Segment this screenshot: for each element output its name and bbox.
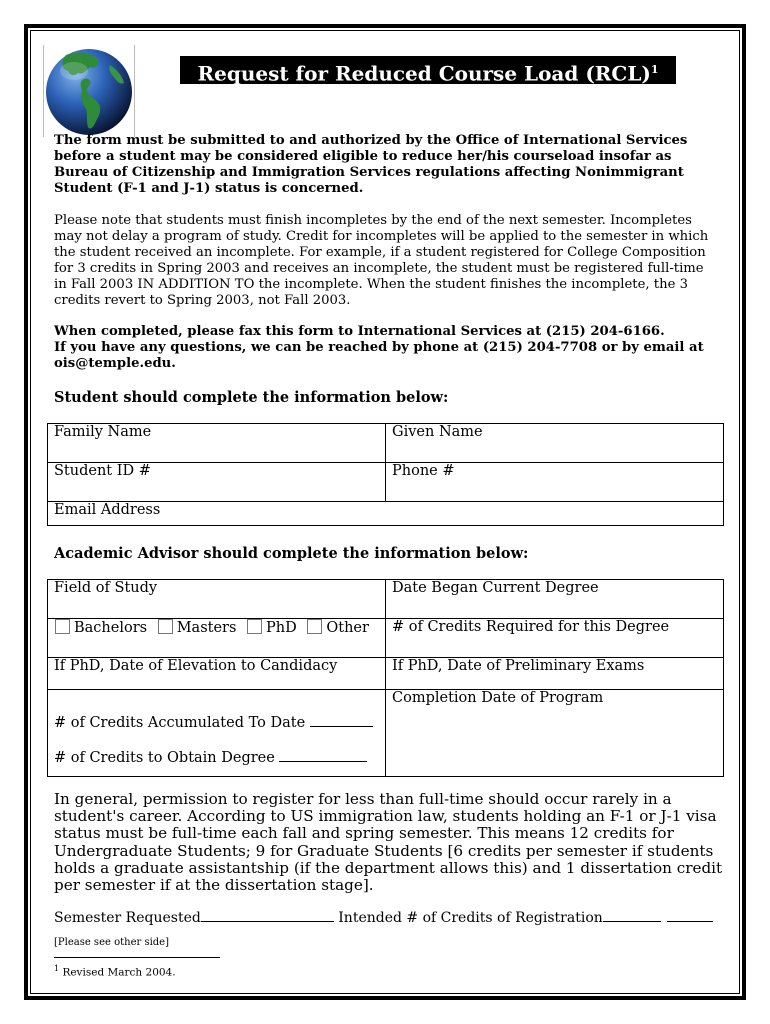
semester-row [54, 910, 713, 926]
intended-credits-label: Intended # of Credits of Registration [338, 910, 603, 926]
footnote-text: Revised March 2004. [62, 966, 176, 979]
title-footnote-mark: 1 [650, 63, 659, 76]
student-info-table [47, 423, 724, 526]
fax-line: When completed, please fax this form to International Services at (215) 204-6166. [54, 324, 665, 339]
phd-label: PhD [266, 620, 297, 636]
credits-accumulated-blank[interactable] [310, 726, 373, 727]
contact-line: If you have any questions, we can be reached by phone at (215) 204-7708 or by email at ois@temple.edu. [54, 340, 704, 371]
see-other-side-note: [Please see other side] [54, 937, 169, 948]
advisor-section-heading: Academic Advisor should complete the information below: [54, 545, 529, 562]
bachelors-label: Bachelors [74, 620, 148, 636]
footnote-divider [54, 957, 220, 958]
general-permission-paragraph: In general, permission to register for less than full-time should occur rarely in a student's career. According to US immigration law, students holding an F-1 or J-1 visa status must be full-time each fall and spring semester. This means 12 credits for Undergraduate Students; 9 for Graduate Students [6 credits per semester if students holds a graduate assistantship (if the department allows this) and 1 dissertation credit per semester if at the dissertation stage]. [54, 790, 723, 895]
phd-candidacy-field[interactable] [48, 658, 386, 690]
phd-prelim-field[interactable] [386, 658, 724, 690]
email-field[interactable] [48, 502, 724, 526]
phone-label: Phone # [392, 463, 455, 479]
field-of-study-label: Field of Study [54, 580, 158, 596]
globe-logo [43, 45, 135, 137]
credits-to-obtain-blank[interactable] [279, 761, 367, 762]
credits-accumulated-row[interactable] [54, 706, 379, 741]
incomplete-note-paragraph: Please note that students must finish incompletes by the end of the next semester. Incompletes may not delay a program of study. Credit for incompletes will be applied to the semester in which the student received an incomplete. For example, if a student registered for College Composition for 3 credits in Spring 2003 and receives an incomplete, the student must be registered full-time in Fall 2003 IN ADDITION TO the incomplete. When the student finishes the incomplete, the 3 credits revert to Spring 2003, not Fall 2003. [54, 213, 709, 308]
phd-checkbox[interactable] [247, 619, 262, 634]
email-label: Email Address [54, 502, 161, 518]
field-of-study-field[interactable] [48, 580, 386, 619]
phd-prelim-label: If PhD, Date of Preliminary Exams [392, 658, 645, 674]
credits-required-label: # of Credits Required for this Degree [392, 619, 670, 635]
completion-date-label: Completion Date of Program [392, 690, 604, 706]
globe-icon [44, 45, 134, 137]
student-id-label: Student ID # [54, 463, 151, 479]
degree-type-cell [48, 619, 386, 658]
advisor-info-table [47, 579, 724, 777]
semester-requested-blank[interactable] [201, 921, 334, 922]
phd-candidacy-label: If PhD, Date of Elevation to Candidacy [54, 658, 338, 674]
student-section-heading: Student should complete the information below: [54, 389, 449, 406]
other-checkbox[interactable] [307, 619, 322, 634]
footnote-mark: 1 [54, 964, 60, 973]
masters-checkbox[interactable] [158, 619, 173, 634]
credits-to-obtain-label: # of Credits to Obtain Degree [54, 750, 275, 766]
title-text: Request for Reduced Course Load (RCL) [197, 61, 651, 86]
family-name-field[interactable] [48, 424, 386, 463]
date-began-field[interactable] [386, 580, 724, 619]
family-name-label: Family Name [54, 424, 152, 440]
page-title [180, 56, 676, 84]
credits-to-obtain-row[interactable] [54, 741, 379, 776]
intended-credits-blank[interactable] [603, 921, 661, 922]
other-label: Other [326, 620, 369, 636]
credits-cell [48, 690, 386, 777]
credits-accumulated-label: # of Credits Accumulated To Date [54, 715, 306, 731]
masters-label: Masters [176, 620, 237, 636]
completion-date-field[interactable] [386, 690, 724, 777]
bachelors-checkbox[interactable] [55, 619, 70, 634]
credits-required-field[interactable] [386, 619, 724, 658]
semester-requested-label: Semester Requested [54, 910, 201, 926]
intro-bold-paragraph: The form must be submitted to and authorized by the Office of International Services before a student may be considered eligible to reduce her/his courseload insofar as Bureau of Citizenship and Immigration Services regulations affecting Nonimmigrant Student (F-1 and J-1) status is concerned. [54, 133, 688, 196]
phone-field[interactable] [386, 463, 724, 502]
footnote [54, 964, 176, 979]
intended-credits-blank-2[interactable] [667, 921, 713, 922]
student-id-field[interactable] [48, 463, 386, 502]
date-began-label: Date Began Current Degree [392, 580, 599, 596]
given-name-label: Given Name [392, 424, 483, 440]
given-name-field[interactable] [386, 424, 724, 463]
